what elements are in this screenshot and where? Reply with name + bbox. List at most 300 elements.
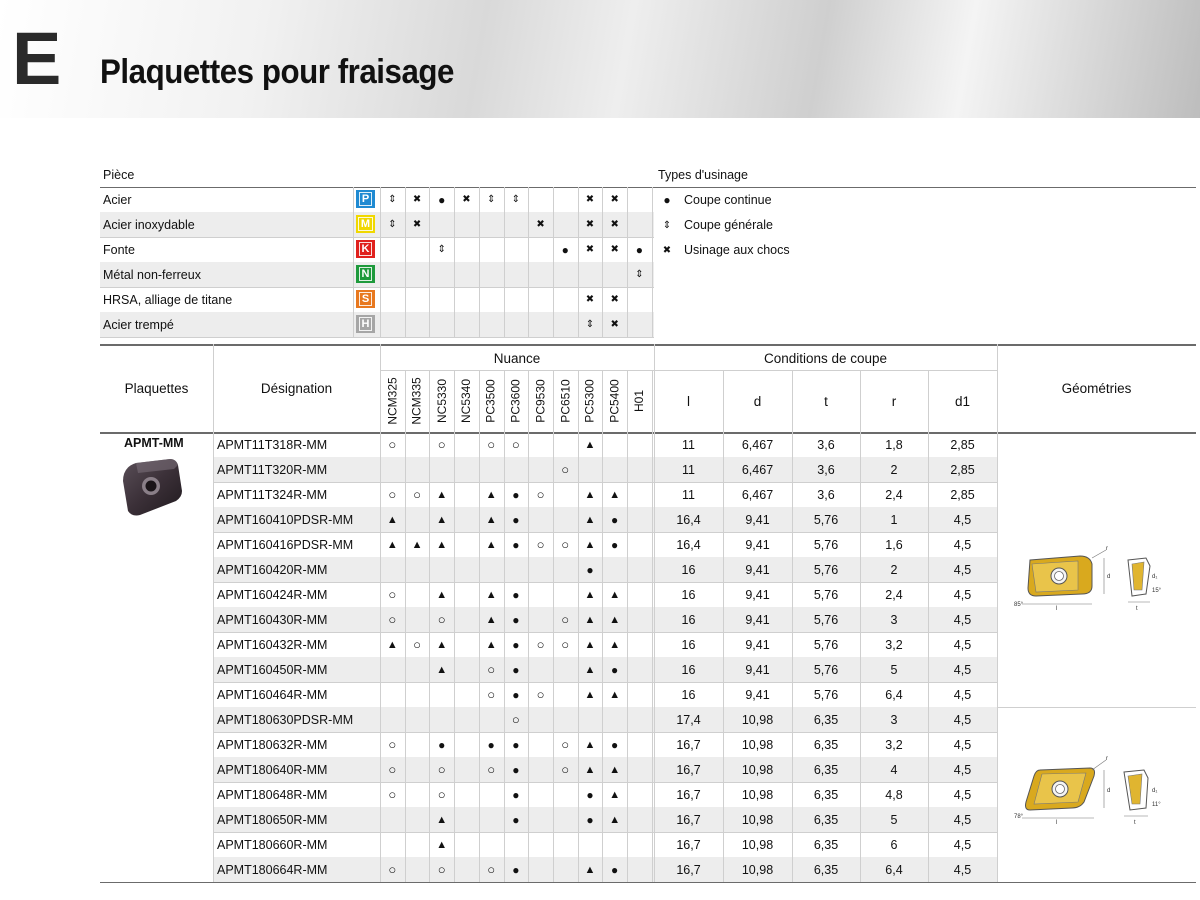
cond-d1-cell: 4,5	[953, 562, 972, 577]
grade-mark: ○	[413, 637, 421, 652]
grade-mark: ▲	[386, 513, 398, 526]
cond-l-cell: 16,7	[676, 837, 701, 852]
cond-d1-cell: 2,85	[950, 462, 975, 477]
cond-d-cell: 9,41	[745, 512, 770, 527]
grade-mark: ▲	[436, 538, 448, 551]
material-mark: ✖	[610, 219, 619, 230]
designation-cell: APMT180630PDSR-MM	[217, 712, 354, 727]
materials-top-rule	[100, 187, 1196, 188]
materials-col-rule	[553, 187, 554, 337]
grade-mark: ○	[388, 787, 397, 802]
materials-col-rule	[504, 187, 505, 337]
col-rule	[380, 344, 381, 882]
grade-mark: ●	[512, 512, 520, 527]
grade-mark: ●	[512, 612, 520, 627]
cond-t-cell: 6,35	[813, 762, 839, 777]
designation-cell: APMT11T318R-MM	[217, 437, 328, 452]
material-name: HRSA, alliage de titane	[103, 292, 233, 307]
cond-r-cell: 2,4	[885, 587, 903, 602]
cond-l-cell: 16	[681, 612, 696, 627]
cond-t-cell: 5,76	[813, 512, 839, 527]
cond-t-cell: 5,76	[813, 637, 839, 652]
grade-mark: ▲	[609, 588, 621, 601]
grade-mark: ○	[561, 637, 570, 652]
cond-t-cell: 6,35	[813, 712, 839, 727]
grade-header-label: PC9530	[533, 379, 548, 423]
grade-mark: ○	[511, 712, 520, 727]
material-name: Fonte	[103, 242, 135, 257]
grade-mark: ▲	[584, 588, 596, 601]
col-rule	[213, 344, 214, 882]
insert-photo	[118, 455, 188, 521]
cond-d-cell: 10,98	[741, 712, 774, 727]
cond-d-cell: 9,41	[745, 537, 770, 552]
condition-header: l	[687, 393, 690, 409]
cond-l-cell: 16,4	[676, 512, 701, 527]
material-mark: ✖	[462, 194, 471, 205]
grade-mark: ▲	[584, 763, 596, 776]
materials-col-rule	[602, 187, 603, 337]
material-code: P	[359, 192, 372, 206]
grade-mark: ●	[512, 487, 520, 502]
material-mark: ⇕	[635, 269, 644, 280]
material-code-badge	[356, 315, 375, 333]
cond-r-cell: 3	[890, 712, 898, 727]
cond-l-cell: 16,7	[676, 787, 701, 802]
geometry-top-angle: 85°	[1014, 602, 1024, 608]
grade-mark: ●	[512, 787, 520, 802]
grade-mark: ○	[388, 487, 397, 502]
grade-mark: ●	[512, 537, 520, 552]
grade-mark: ▲	[584, 638, 596, 651]
material-mark: ⇕	[437, 244, 446, 255]
grade-mark: ●	[611, 512, 619, 527]
material-mark: ●	[438, 192, 446, 207]
materials-col-rule	[652, 187, 653, 337]
grade-mark: ●	[512, 762, 520, 777]
cond-t-cell: 5,76	[813, 612, 839, 627]
grade-mark: ●	[487, 737, 495, 752]
material-code-badge	[356, 265, 375, 283]
grade-mark: ▲	[485, 538, 497, 551]
grade-mark: ▲	[436, 513, 448, 526]
col-rule	[602, 370, 603, 882]
grade-mark: ○	[437, 862, 446, 877]
cond-t-cell: 6,35	[813, 812, 839, 827]
col-rule	[454, 370, 455, 882]
material-code-badge	[356, 240, 375, 258]
grade-mark: ●	[586, 787, 594, 802]
page-title: Plaquettes pour fraisage	[100, 53, 454, 91]
material-mark: ✖	[610, 294, 619, 305]
geometry-bottom-t-label: t	[1134, 820, 1136, 826]
cond-l-cell: 16	[681, 662, 696, 677]
grade-mark: ●	[512, 687, 520, 702]
material-mark: ✖	[412, 194, 422, 205]
cond-t-cell: 6,35	[813, 862, 839, 877]
cond-d1-cell: 2,85	[950, 437, 975, 452]
material-mark: ✖	[412, 219, 422, 230]
cond-r-cell: 6	[890, 837, 898, 852]
designation-cell: APMT160432R-MM	[217, 637, 328, 652]
grade-mark: ○	[511, 437, 520, 452]
grade-mark: ○	[561, 737, 570, 752]
materials-col-rule	[405, 187, 406, 337]
material-code: S	[359, 292, 372, 306]
grade-mark: ▲	[609, 688, 621, 701]
geometry-bottom-d1-label: d₁	[1152, 788, 1158, 794]
material-mark: ⇕	[511, 194, 521, 205]
cond-d-cell: 9,41	[745, 587, 770, 602]
material-code-badge	[356, 290, 375, 308]
machining-types-label: Types d'usinage	[658, 168, 748, 182]
grade-mark: ●	[512, 737, 520, 752]
cond-d-cell: 10,98	[741, 737, 774, 752]
header-banner	[0, 0, 1200, 118]
materials-row-rule	[100, 337, 654, 338]
designation-cell: APMT160430R-MM	[217, 612, 328, 627]
col-rule	[504, 370, 505, 882]
grade-mark: ○	[388, 737, 397, 752]
material-mark: ●	[635, 242, 643, 257]
grade-mark: ▲	[436, 488, 448, 501]
materials-col-rule	[429, 187, 430, 337]
cond-d-cell: 6,467	[741, 462, 774, 477]
cond-t-cell: 6,35	[813, 737, 839, 752]
cond-d1-cell: 2,85	[950, 487, 975, 502]
designation-cell: APMT160410PDSR-MM	[217, 512, 354, 527]
designation-cell: APMT180632R-MM	[217, 737, 328, 752]
grade-header	[454, 371, 479, 431]
group-nuance: Nuance	[493, 350, 541, 366]
grade-header	[429, 371, 454, 431]
cond-d1-cell: 4,5	[953, 712, 972, 727]
designation-cell: APMT160464R-MM	[217, 687, 328, 702]
table-bottom-rule	[100, 882, 1196, 883]
grade-header-label: NC5330	[434, 378, 449, 424]
grade-mark: ●	[512, 637, 520, 652]
designation-cell: APMT160420R-MM	[217, 562, 328, 577]
cond-t-cell: 5,76	[813, 587, 839, 602]
cond-d1-cell: 4,5	[953, 687, 972, 702]
cond-l-cell: 16	[681, 587, 696, 602]
geometry-bottom-r-label: r	[1106, 756, 1108, 762]
legend-symbol: ⇕	[662, 219, 672, 231]
designation-cell: APMT180664R-MM	[217, 862, 328, 877]
grade-mark: ▲	[584, 738, 596, 751]
grade-mark: ▲	[584, 488, 596, 501]
col-rule	[723, 370, 724, 882]
cond-r-cell: 2,4	[885, 487, 903, 502]
material-code-badge	[356, 190, 375, 208]
cond-t-cell: 6,35	[813, 787, 839, 802]
grade-mark: ▲	[485, 638, 497, 651]
material-name: Acier inoxydable	[103, 217, 195, 232]
designation-cell: APMT160416PDSR-MM	[217, 537, 354, 552]
condition-header: d1	[954, 393, 971, 409]
cond-d-cell: 10,98	[741, 762, 774, 777]
cond-l-cell: 16,7	[676, 737, 701, 752]
col-rule	[405, 370, 406, 882]
grade-header-label: H01	[632, 389, 647, 413]
materials-row-bg	[100, 312, 654, 337]
designation-cell: APMT160450R-MM	[217, 662, 328, 677]
grade-mark: ▲	[485, 513, 497, 526]
grade-header-label: PC6510	[558, 379, 573, 423]
material-code: N	[359, 267, 373, 281]
cond-r-cell: 3,2	[885, 637, 903, 652]
cond-r-cell: 5	[890, 812, 898, 827]
grade-mark: ●	[611, 862, 619, 877]
grade-mark: ●	[512, 862, 520, 877]
cond-r-cell: 4	[890, 762, 898, 777]
cond-d1-cell: 4,5	[953, 812, 972, 827]
cond-t-cell: 5,76	[813, 662, 839, 677]
cond-l-cell: 16,4	[676, 537, 701, 552]
grade-mark: ●	[611, 537, 619, 552]
grade-mark: ▲	[436, 813, 448, 826]
grade-mark: ○	[437, 437, 446, 452]
cond-d1-cell: 4,5	[953, 662, 972, 677]
grade-header	[553, 371, 578, 431]
grade-mark: ▲	[584, 688, 596, 701]
material-mark: ✖	[610, 319, 619, 330]
grade-mark: ●	[586, 562, 594, 577]
geometry-bottom-side-angle: 11°	[1152, 802, 1161, 808]
cond-t-cell: 5,76	[813, 562, 839, 577]
condition-header: d	[753, 393, 762, 409]
grade-mark: ○	[487, 687, 496, 702]
material-mark: ✖	[585, 194, 595, 205]
grade-mark: ▲	[584, 613, 596, 626]
material-name: Acier	[103, 192, 132, 207]
geometry-top-l-label: l	[1056, 606, 1058, 612]
geometry-drawing-bottom	[1012, 752, 1182, 826]
materials-col-rule	[528, 187, 529, 337]
grade-mark: ○	[388, 587, 397, 602]
grade-mark: ○	[437, 787, 446, 802]
grade-mark: ▲	[609, 613, 621, 626]
grade-header-label: PC5300	[582, 379, 597, 423]
col-rule	[792, 370, 793, 882]
grade-mark: ▲	[584, 438, 596, 451]
cond-l-cell: 16	[681, 562, 696, 577]
geometry-top-d1-label: d₁	[1152, 574, 1158, 580]
grade-header-label: PC3600	[508, 379, 523, 423]
cond-d-cell: 9,41	[745, 687, 770, 702]
grade-header-label: PC5400	[607, 379, 622, 423]
grade-mark: ○	[413, 487, 421, 502]
grade-mark: ○	[437, 762, 446, 777]
geometry-separator	[997, 707, 1196, 708]
cond-l-cell: 16	[681, 687, 696, 702]
designation-cell: APMT160424R-MM	[217, 587, 328, 602]
cond-l-cell: 11	[682, 462, 695, 477]
grade-header	[602, 371, 627, 431]
cond-t-cell: 5,76	[813, 537, 839, 552]
geometry-bottom-d-label: d	[1107, 788, 1111, 794]
cond-r-cell: 2	[890, 462, 898, 477]
material-name: Métal non-ferreux	[103, 267, 201, 282]
grade-mark: ▲	[436, 588, 448, 601]
grade-header	[528, 371, 553, 431]
cond-d-cell: 6,467	[741, 437, 774, 452]
grade-mark: ○	[487, 762, 496, 777]
material-code: H	[359, 317, 373, 331]
grade-mark: ▲	[609, 788, 621, 801]
designation-cell: APMT180640R-MM	[217, 762, 328, 777]
cond-l-cell: 17,4	[676, 712, 701, 727]
material-code: M	[358, 217, 373, 231]
grade-mark: ○	[487, 862, 496, 877]
grade-mark: ○	[487, 662, 496, 677]
cond-r-cell: 6,4	[885, 862, 903, 877]
designation-cell: APMT11T324R-MM	[217, 487, 328, 502]
condition-header: t	[824, 393, 828, 409]
grade-mark: ▲	[411, 538, 423, 551]
grade-mark: ○	[437, 612, 446, 627]
grade-mark: ○	[536, 537, 545, 552]
grade-mark: ▲	[485, 488, 497, 501]
cond-d1-cell: 4,5	[953, 537, 972, 552]
cond-r-cell: 3,2	[885, 737, 903, 752]
col-rule	[528, 370, 529, 882]
grade-mark: ●	[586, 812, 594, 827]
grade-header	[504, 371, 529, 431]
grade-mark: ○	[388, 862, 397, 877]
legend-label: Coupe générale	[684, 218, 773, 232]
cond-d-cell: 9,41	[745, 637, 770, 652]
grade-mark: ▲	[584, 663, 596, 676]
geometry-top-d-label: d	[1107, 574, 1111, 580]
cond-t-cell: 3,6	[817, 437, 835, 452]
geometry-bottom-l-label: l	[1056, 820, 1058, 826]
geometry-bottom-angle: 78°	[1014, 814, 1024, 820]
cond-t-cell: 6,35	[813, 837, 839, 852]
grade-mark: ○	[561, 612, 570, 627]
grade-mark: ●	[438, 737, 446, 752]
cond-r-cell: 5	[890, 662, 898, 677]
col-rule	[654, 344, 655, 882]
materials-col-rule	[627, 187, 628, 337]
grade-mark: ●	[512, 587, 520, 602]
material-mark: ✖	[585, 219, 595, 230]
geometry-top-t-label: t	[1136, 606, 1138, 612]
grade-mark: ▲	[386, 538, 398, 551]
grade-mark: ○	[388, 437, 397, 452]
cond-r-cell: 6,4	[885, 687, 903, 702]
grade-header-label: NCM325	[385, 377, 400, 425]
grade-mark: ▲	[609, 488, 621, 501]
insert-name: APMT-MM	[124, 436, 184, 450]
material-mark: ⇕	[388, 194, 397, 205]
grade-mark: ●	[611, 662, 619, 677]
cond-d1-cell: 4,5	[953, 637, 972, 652]
materials-col-rule	[578, 187, 579, 337]
grade-mark: ●	[512, 662, 520, 677]
cond-d-cell: 9,41	[745, 612, 770, 627]
cond-d1-cell: 4,5	[953, 762, 972, 777]
legend-symbol: ●	[663, 193, 671, 207]
materials-header-label: Pièce	[103, 168, 135, 182]
geometry-drawing-top	[1012, 540, 1182, 614]
col-rule	[578, 370, 579, 882]
grade-mark: ●	[512, 812, 520, 827]
condition-header: r	[891, 393, 897, 409]
col-rule	[860, 370, 861, 882]
col-rule	[928, 370, 929, 882]
grade-mark: ▲	[584, 513, 596, 526]
cond-d1-cell: 4,5	[953, 512, 972, 527]
col-plaquettes: Plaquettes	[124, 380, 189, 396]
cond-l-cell: 16	[681, 637, 696, 652]
cond-r-cell: 3	[890, 612, 898, 627]
legend-label: Usinage aux chocs	[684, 243, 790, 257]
grade-header	[380, 371, 405, 431]
cond-d-cell: 10,98	[741, 837, 774, 852]
grade-header	[578, 371, 603, 431]
grade-mark: ○	[561, 762, 570, 777]
material-mark: ●	[561, 242, 569, 257]
material-mark: ✖	[585, 244, 595, 255]
grade-mark: ○	[536, 687, 545, 702]
material-code-badge	[356, 215, 375, 233]
grade-mark: ▲	[485, 613, 497, 626]
material-mark: ✖	[536, 219, 545, 230]
grade-mark: ▲	[584, 863, 596, 876]
designation-cell: APMT180650R-MM	[217, 812, 328, 827]
cond-r-cell: 1,6	[885, 537, 903, 552]
grade-mark: ▲	[609, 813, 621, 826]
grade-mark: ○	[388, 762, 397, 777]
grade-mark: ▲	[609, 763, 621, 776]
geometry-top-r-label: r	[1106, 546, 1108, 552]
legend-symbol: ✖	[662, 244, 672, 256]
designation-cell: APMT180660R-MM	[217, 837, 328, 852]
grade-mark: ○	[487, 437, 496, 452]
grade-mark: ▲	[584, 538, 596, 551]
col-rule	[429, 370, 430, 882]
cond-d-cell: 9,41	[745, 662, 770, 677]
col-geometries: Géométries	[1061, 380, 1132, 396]
grade-mark: ▲	[609, 638, 621, 651]
grade-mark: ▲	[436, 838, 448, 851]
material-name: Acier trempé	[103, 317, 174, 332]
material-mark: ✖	[585, 294, 595, 305]
cond-d-cell: 10,98	[741, 862, 774, 877]
cond-d-cell: 10,98	[741, 787, 774, 802]
cond-d1-cell: 4,5	[953, 737, 972, 752]
cond-r-cell: 2	[890, 562, 898, 577]
col-rule	[479, 370, 480, 882]
col-rule	[627, 370, 628, 882]
cond-l-cell: 16,7	[676, 812, 701, 827]
col-designation: Désignation	[260, 380, 333, 396]
cond-d1-cell: 4,5	[953, 837, 972, 852]
cond-r-cell: 4,8	[885, 787, 903, 802]
cond-d1-cell: 4,5	[953, 612, 972, 627]
material-mark: ⇕	[388, 219, 397, 230]
grade-header-label: NC5340	[459, 378, 474, 424]
materials-col-rule	[454, 187, 455, 337]
cond-l-cell: 16,7	[676, 762, 701, 777]
materials-col-rule	[479, 187, 480, 337]
cond-d1-cell: 4,5	[953, 587, 972, 602]
grade-mark: ▲	[386, 638, 398, 651]
grade-mark: ▲	[436, 663, 448, 676]
col-rule	[652, 370, 653, 882]
cond-d-cell: 6,467	[741, 487, 774, 502]
